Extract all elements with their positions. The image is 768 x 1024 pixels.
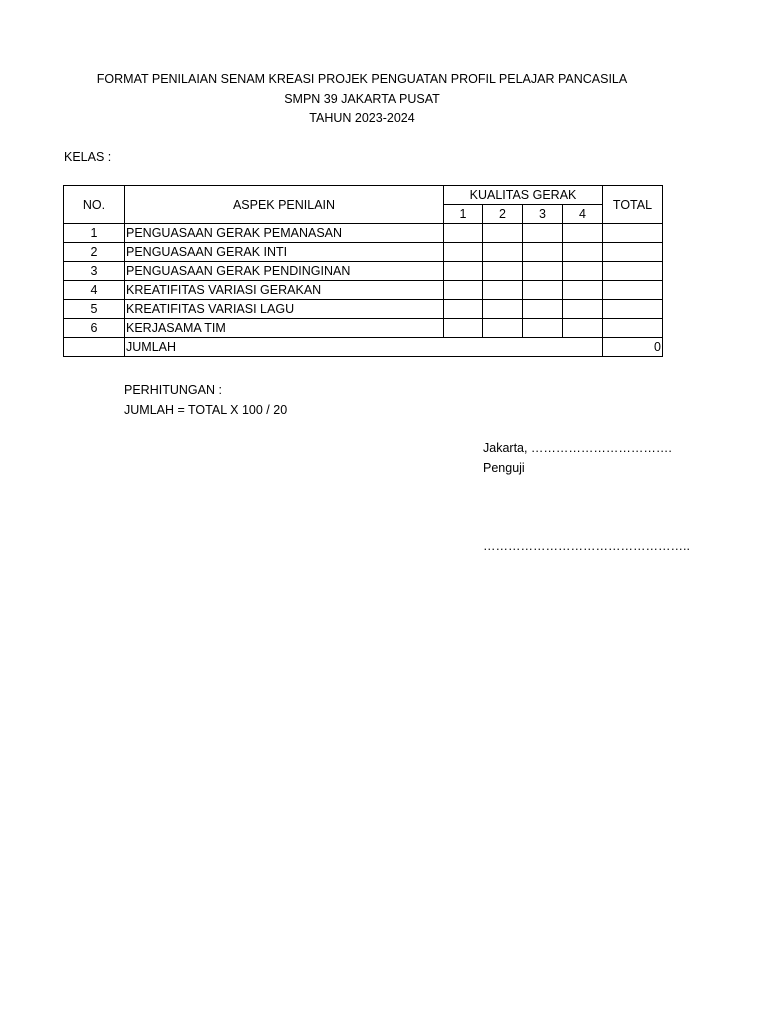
score-cell[interactable] bbox=[563, 300, 603, 319]
total-cell[interactable] bbox=[603, 281, 663, 300]
row-aspek: PENGUASAAN GERAK PENDINGINAN bbox=[125, 262, 444, 281]
row-no: 6 bbox=[64, 319, 125, 338]
score-cell[interactable] bbox=[523, 300, 563, 319]
score-cell[interactable] bbox=[563, 281, 603, 300]
row-no: 1 bbox=[64, 224, 125, 243]
row-no: 4 bbox=[64, 281, 125, 300]
table-row bbox=[64, 262, 663, 281]
score-cell[interactable] bbox=[563, 243, 603, 262]
score-cell[interactable] bbox=[483, 281, 523, 300]
total-cell[interactable] bbox=[603, 243, 663, 262]
score-cell[interactable] bbox=[483, 243, 523, 262]
score-cell[interactable] bbox=[563, 262, 603, 281]
calculation-formula: JUMLAH = TOTAL X 100 / 20 bbox=[124, 403, 288, 417]
score-cell[interactable] bbox=[483, 224, 523, 243]
score-cell[interactable] bbox=[483, 319, 523, 338]
header-score-4: 4 bbox=[563, 205, 603, 224]
table-row bbox=[64, 319, 663, 338]
header-score-1: 1 bbox=[444, 205, 483, 224]
document-title: FORMAT PENILAIAN SENAM KREASI PROJEK PENGUATAN PROFIL PELAJAR PANCASILA bbox=[96, 72, 628, 86]
score-cell[interactable] bbox=[444, 224, 483, 243]
place-date: Jakarta, ……………………………. bbox=[483, 441, 672, 455]
table-header-row bbox=[64, 186, 663, 205]
signature-line: ………………………………………….. bbox=[483, 539, 690, 553]
row-no: 2 bbox=[64, 243, 125, 262]
school-name: SMPN 39 JAKARTA PUSAT bbox=[284, 92, 440, 106]
assessment-table bbox=[63, 185, 663, 357]
total-cell[interactable] bbox=[603, 300, 663, 319]
header-no: NO. bbox=[64, 186, 125, 224]
header-aspek: ASPEK PENILAIN bbox=[125, 186, 444, 224]
jumlah-label: JUMLAH bbox=[125, 338, 603, 357]
score-cell[interactable] bbox=[483, 262, 523, 281]
score-cell[interactable] bbox=[444, 262, 483, 281]
score-cell[interactable] bbox=[444, 281, 483, 300]
header-total: TOTAL bbox=[603, 186, 663, 224]
score-cell[interactable] bbox=[444, 319, 483, 338]
jumlah-no-cell bbox=[64, 338, 125, 357]
school-year: TAHUN 2023-2024 bbox=[309, 111, 415, 125]
table-row bbox=[64, 224, 663, 243]
total-cell[interactable] bbox=[603, 262, 663, 281]
table-row bbox=[64, 243, 663, 262]
table-row bbox=[64, 281, 663, 300]
row-aspek: KREATIFITAS VARIASI LAGU bbox=[125, 300, 444, 319]
score-cell[interactable] bbox=[523, 262, 563, 281]
row-aspek: KREATIFITAS VARIASI GERAKAN bbox=[125, 281, 444, 300]
row-aspek: PENGUASAAN GERAK PEMANASAN bbox=[125, 224, 444, 243]
table-row bbox=[64, 300, 663, 319]
total-cell[interactable] bbox=[603, 224, 663, 243]
score-cell[interactable] bbox=[523, 281, 563, 300]
score-cell[interactable] bbox=[483, 300, 523, 319]
score-cell[interactable] bbox=[563, 224, 603, 243]
row-aspek: PENGUASAAN GERAK INTI bbox=[125, 243, 444, 262]
score-cell[interactable] bbox=[523, 224, 563, 243]
row-aspek: KERJASAMA TIM bbox=[125, 319, 444, 338]
jumlah-row bbox=[64, 338, 663, 357]
score-cell[interactable] bbox=[563, 319, 603, 338]
kelas-label: KELAS : bbox=[64, 150, 112, 164]
header-score-3: 3 bbox=[523, 205, 563, 224]
row-no: 5 bbox=[64, 300, 125, 319]
score-cell[interactable] bbox=[523, 319, 563, 338]
score-cell[interactable] bbox=[444, 300, 483, 319]
header-score-2: 2 bbox=[483, 205, 523, 224]
examiner-label: Penguji bbox=[483, 461, 525, 475]
score-cell[interactable] bbox=[444, 243, 483, 262]
jumlah-value[interactable]: 0 bbox=[603, 338, 663, 357]
row-no: 3 bbox=[64, 262, 125, 281]
score-cell[interactable] bbox=[523, 243, 563, 262]
header-kualitas-gerak: KUALITAS GERAK bbox=[444, 186, 603, 205]
calculation-label: PERHITUNGAN : bbox=[124, 383, 222, 397]
total-cell[interactable] bbox=[603, 319, 663, 338]
